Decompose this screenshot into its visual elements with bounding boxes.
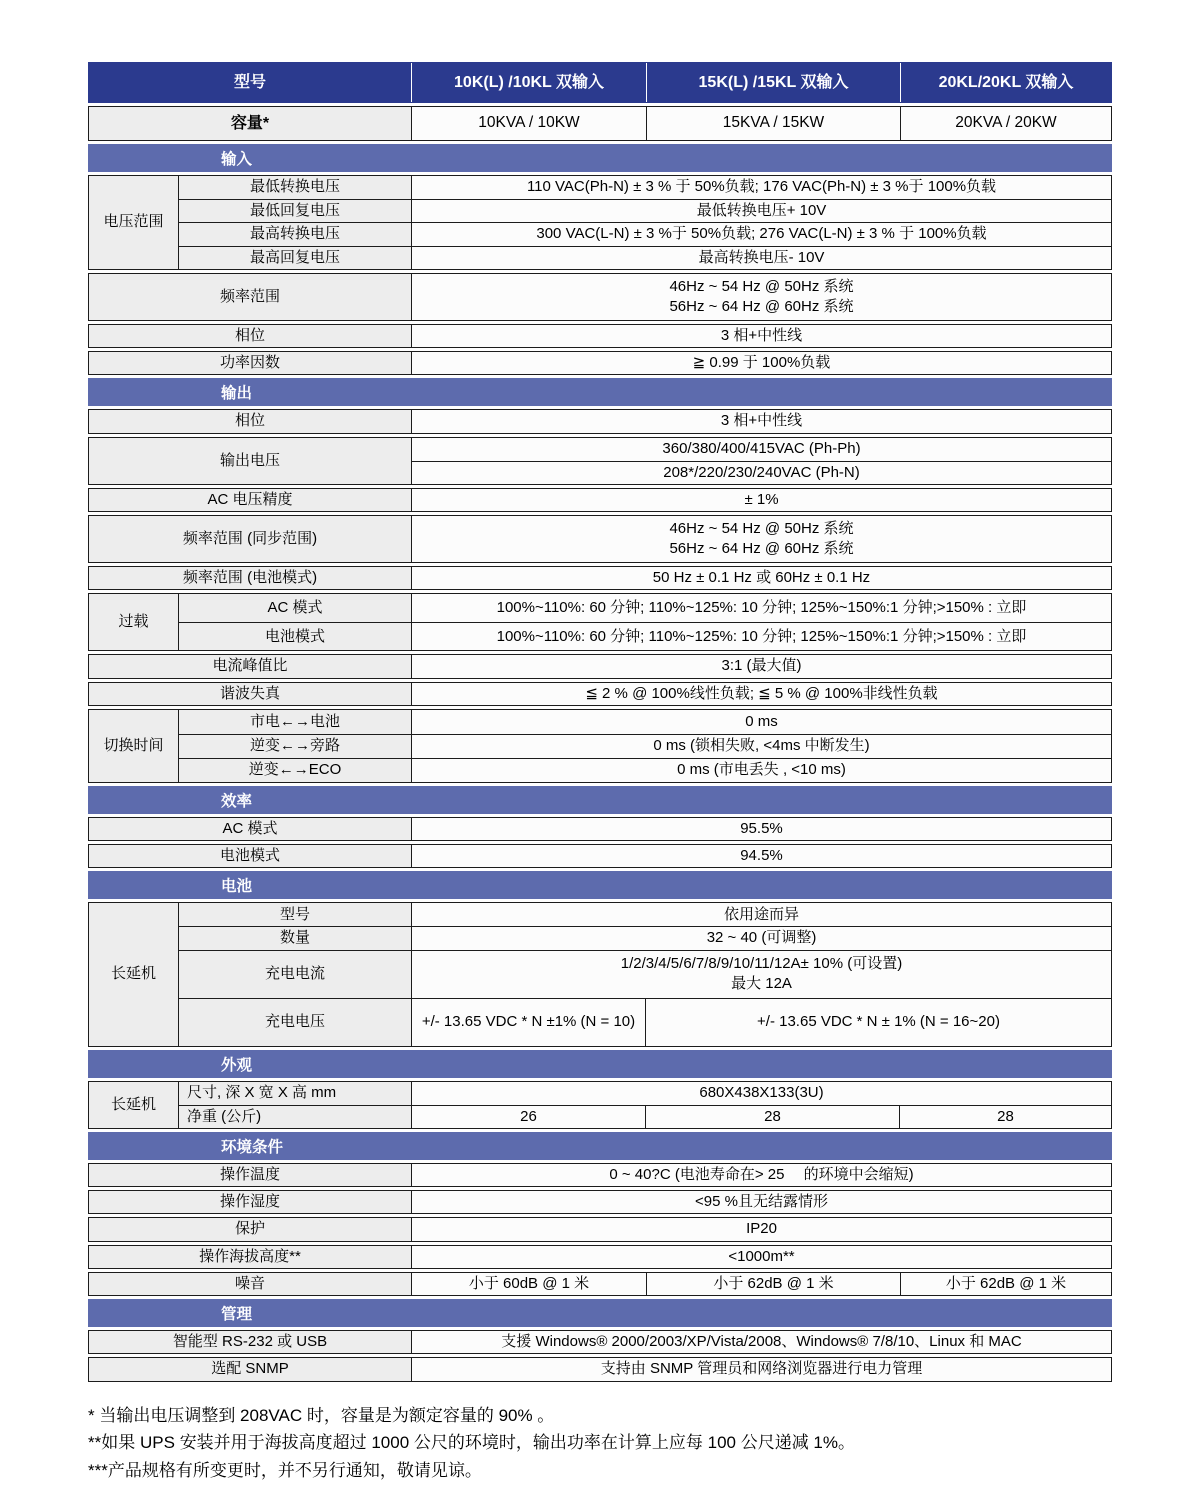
row-value: 0 ms (市电丢失 , <10 ms) (411, 759, 1111, 782)
row-value: ± 1% (411, 489, 1111, 511)
row-label: 逆变←→ECO (179, 759, 411, 782)
output-voltage-row (88, 437, 1112, 485)
row-value: 0 ~ 40?C (电池寿命在> 25 的环境中会缩短) (411, 1164, 1111, 1186)
row-value: 0 ms (411, 710, 1111, 734)
row-label: 最高转换电压 (179, 223, 411, 245)
row-label: 保护 (89, 1218, 411, 1240)
row-value (411, 516, 1111, 562)
footnotes (88, 1402, 1112, 1485)
table-row (179, 1105, 1111, 1128)
weight-10k: 26 (411, 1106, 645, 1128)
overload-group-label: 过载 (89, 594, 178, 650)
row-label: 功率因数 (89, 352, 411, 374)
charge-voltage-10k: +/- 13.65 VDC * N ±1% (N = 10) (411, 999, 645, 1046)
transfer-time-group-label: 切换时间 (89, 710, 178, 782)
row-label: AC 电压精度 (89, 489, 411, 511)
ac-regulation-row (88, 488, 1112, 512)
footnote-1: * 当输出电压调整到 208VAC 时，容量是为额定容量的 90% 。 (88, 1405, 555, 1425)
row-label: 数量 (179, 927, 411, 949)
row-value: 360/380/400/415VAC (Ph-Ph) (412, 438, 1111, 461)
row-label: 型号 (179, 903, 411, 926)
rs232-row (88, 1330, 1112, 1354)
table-row (179, 950, 1111, 998)
row-label: 充电电压 (179, 999, 411, 1046)
row-value: 3:1 (最大值) (411, 655, 1111, 677)
section-header-input: 输入 (88, 144, 1112, 172)
table-row (179, 246, 1111, 269)
temperature-row (88, 1163, 1112, 1187)
row-value: <1000m** (411, 1246, 1111, 1268)
row-value: 680X438X133(3U) (411, 1082, 1111, 1105)
row-label: 电池模式 (179, 623, 411, 650)
thd-row (88, 682, 1112, 706)
section-header-efficiency: 效率 (88, 786, 1112, 814)
input-phase-row (88, 324, 1112, 348)
table-header-row (88, 62, 1112, 103)
battery-group-label: 长延机 (89, 903, 178, 1045)
row-label: 最低转换电压 (179, 176, 411, 199)
value-line: 46Hz ~ 54 Hz @ 50Hz 系统 (669, 277, 854, 295)
section-header-output: 输出 (88, 378, 1112, 406)
noise-row (88, 1272, 1112, 1296)
row-label: AC 模式 (179, 594, 411, 622)
row-label: 频率范围 (同步范围) (89, 516, 411, 562)
row-value: 32 ~ 40 (可调整) (411, 927, 1111, 949)
row-value: 95.5% (411, 818, 1111, 840)
snmp-row (88, 1357, 1112, 1381)
row-label: 谐波失真 (89, 683, 411, 705)
battery-group (88, 902, 1112, 1046)
row-label: 频率范围 (电池模式) (89, 567, 411, 589)
capacity-label: 容量* (89, 107, 411, 140)
freq-sync-row (88, 515, 1112, 563)
humidity-row (88, 1190, 1112, 1214)
row-value: ≦ 2 % @ 100%线性负载; ≦ 5 % @ 100%非线性负载 (411, 683, 1111, 705)
transfer-time-group (88, 709, 1112, 783)
row-label: 市电←→电池 (179, 710, 411, 734)
row-value: 94.5% (411, 845, 1111, 867)
power-factor-row (88, 351, 1112, 375)
table-row (179, 622, 1111, 650)
row-label: 频率范围 (89, 274, 411, 320)
capacity-20k: 20KVA / 20KW (900, 107, 1111, 140)
table-row (179, 710, 1111, 734)
table-row (179, 222, 1111, 245)
row-label: 输出电压 (89, 438, 411, 484)
row-label: 操作海拔高度** (89, 1246, 411, 1268)
table-row (179, 199, 1111, 222)
value-line: 56Hz ~ 64 Hz @ 60Hz 系统 (669, 540, 854, 557)
row-label: 最高回复电压 (179, 247, 411, 269)
row-value: 最低转换电压+ 10V (411, 200, 1111, 222)
weight-20k: 28 (899, 1106, 1111, 1128)
row-label: 尺寸, 深 X 宽 X 高 mm (179, 1082, 411, 1105)
header-col-10k: 10K(L) /10KL 双输入 (411, 63, 646, 102)
row-value: 100%~110%: 60 分钟; 110%~125%: 10 分钟; 125%~150%:1 分钟;>150% : 立即 (411, 623, 1111, 650)
altitude-row (88, 1245, 1112, 1269)
capacity-10k: 10KVA / 10KW (411, 107, 646, 140)
capacity-row (88, 106, 1112, 141)
row-label: 最低回复电压 (179, 200, 411, 222)
table-row (179, 758, 1111, 782)
row-value: 最高转换电压- 10V (411, 247, 1111, 269)
voltage-range-group-label: 电压范围 (89, 176, 178, 269)
efficiency-ac-row (88, 817, 1112, 841)
header-col-15k: 15K(L) /15KL 双输入 (646, 63, 900, 102)
capacity-15k: 15KVA / 15KW (646, 107, 900, 140)
appearance-group-label: 长延机 (89, 1082, 178, 1128)
table-row (179, 734, 1111, 758)
row-label: 操作湿度 (89, 1191, 411, 1213)
row-label: 智能型 RS-232 或 USB (89, 1331, 411, 1353)
row-label: 净重 (公斤) (179, 1106, 411, 1128)
table-row (179, 594, 1111, 622)
row-value: 依用途而异 (411, 903, 1111, 926)
output-phase-row (88, 409, 1112, 433)
row-value: 300 VAC(L-N) ± 3 %于 50%负载; 276 VAC(L-N) ± 3 % 于 100%负载 (411, 223, 1111, 245)
table-row (179, 176, 1111, 199)
row-value (411, 951, 1111, 998)
row-value: IP20 (411, 1218, 1111, 1240)
row-value: 3 相+中性线 (411, 410, 1111, 432)
header-col-20k: 20KL/20KL 双输入 (900, 63, 1111, 102)
overload-group (88, 593, 1112, 651)
row-value: 支援 Windows® 2000/2003/XP/Vista/2008、Windows® 7/8/10、Linux 和 MAC (411, 1331, 1111, 1353)
spec-table (88, 62, 1112, 1382)
row-value: 0 ms (锁相失败, <4ms 中断发生) (411, 735, 1111, 758)
value-line: 最大 12A (731, 975, 792, 992)
table-row (179, 903, 1111, 926)
charge-voltage-15-20k: +/- 13.65 VDC * N ± 1% (N = 16~20) (645, 999, 1111, 1046)
table-row (179, 1082, 1111, 1105)
noise-10k: 小于 60dB @ 1 米 (411, 1273, 646, 1295)
section-header-battery: 电池 (88, 871, 1112, 899)
section-header-appearance: 外观 (88, 1050, 1112, 1078)
value-line: 46Hz ~ 54 Hz @ 50Hz 系统 (669, 519, 854, 537)
section-header-environment: 环境条件 (88, 1132, 1112, 1160)
efficiency-battery-row (88, 844, 1112, 868)
row-label: 逆变←→旁路 (179, 735, 411, 758)
appearance-group (88, 1081, 1112, 1129)
row-value: 110 VAC(Ph-N) ± 3 % 于 50%负载; 176 VAC(Ph-N) ± 3 %于 100%负载 (411, 176, 1111, 199)
row-label: 电池模式 (89, 845, 411, 867)
row-value: <95 %且无结露情形 (411, 1191, 1111, 1213)
row-label: 相位 (89, 325, 411, 347)
row-value: ≧ 0.99 于 100%负载 (411, 352, 1111, 374)
value-line: 56Hz ~ 64 Hz @ 60Hz 系统 (669, 297, 854, 315)
table-row (179, 998, 1111, 1046)
row-value (411, 274, 1111, 320)
noise-15k: 小于 62dB @ 1 米 (646, 1273, 900, 1295)
noise-20k: 小于 62dB @ 1 米 (900, 1273, 1111, 1295)
freq-battery-row (88, 566, 1112, 590)
section-header-management: 管理 (88, 1299, 1112, 1327)
value-line: 1/2/3/4/5/6/7/8/9/10/11/12A± 10% (可设置) (620, 954, 903, 972)
row-value: 3 相+中性线 (411, 325, 1111, 347)
header-model-label: 型号 (89, 63, 411, 102)
crest-factor-row (88, 654, 1112, 678)
row-value: 100%~110%: 60 分钟; 110%~125%: 10 分钟; 125%~150%:1 分钟;>150% : 立即 (411, 594, 1111, 622)
row-label: 电流峰值比 (89, 655, 411, 677)
row-value: 208*/220/230/240VAC (Ph-N) (412, 462, 1111, 484)
row-label: 噪音 (89, 1273, 411, 1295)
protection-row (88, 1217, 1112, 1241)
footnote-3: ***产品规格有所变更时，并不另行通知，敬请见谅。 (88, 1460, 482, 1480)
row-label: AC 模式 (89, 818, 411, 840)
row-label: 相位 (89, 410, 411, 432)
voltage-range-group (88, 175, 1112, 270)
freq-range-row (88, 273, 1112, 321)
footnote-2: **如果 UPS 安装并用于海拔高度超过 1000 公尺的环境时，输出功率在计算上应每 100 公尺递减 1%。 (88, 1433, 855, 1453)
table-row (179, 926, 1111, 949)
row-value: 50 Hz ± 0.1 Hz 或 60Hz ± 0.1 Hz (411, 567, 1111, 589)
row-label: 操作温度 (89, 1164, 411, 1186)
row-label: 充电电流 (179, 951, 411, 998)
weight-15k: 28 (645, 1106, 899, 1128)
row-value: 支持由 SNMP 管理员和网络浏览器进行电力管理 (411, 1358, 1111, 1380)
row-label: 选配 SNMP (89, 1358, 411, 1380)
